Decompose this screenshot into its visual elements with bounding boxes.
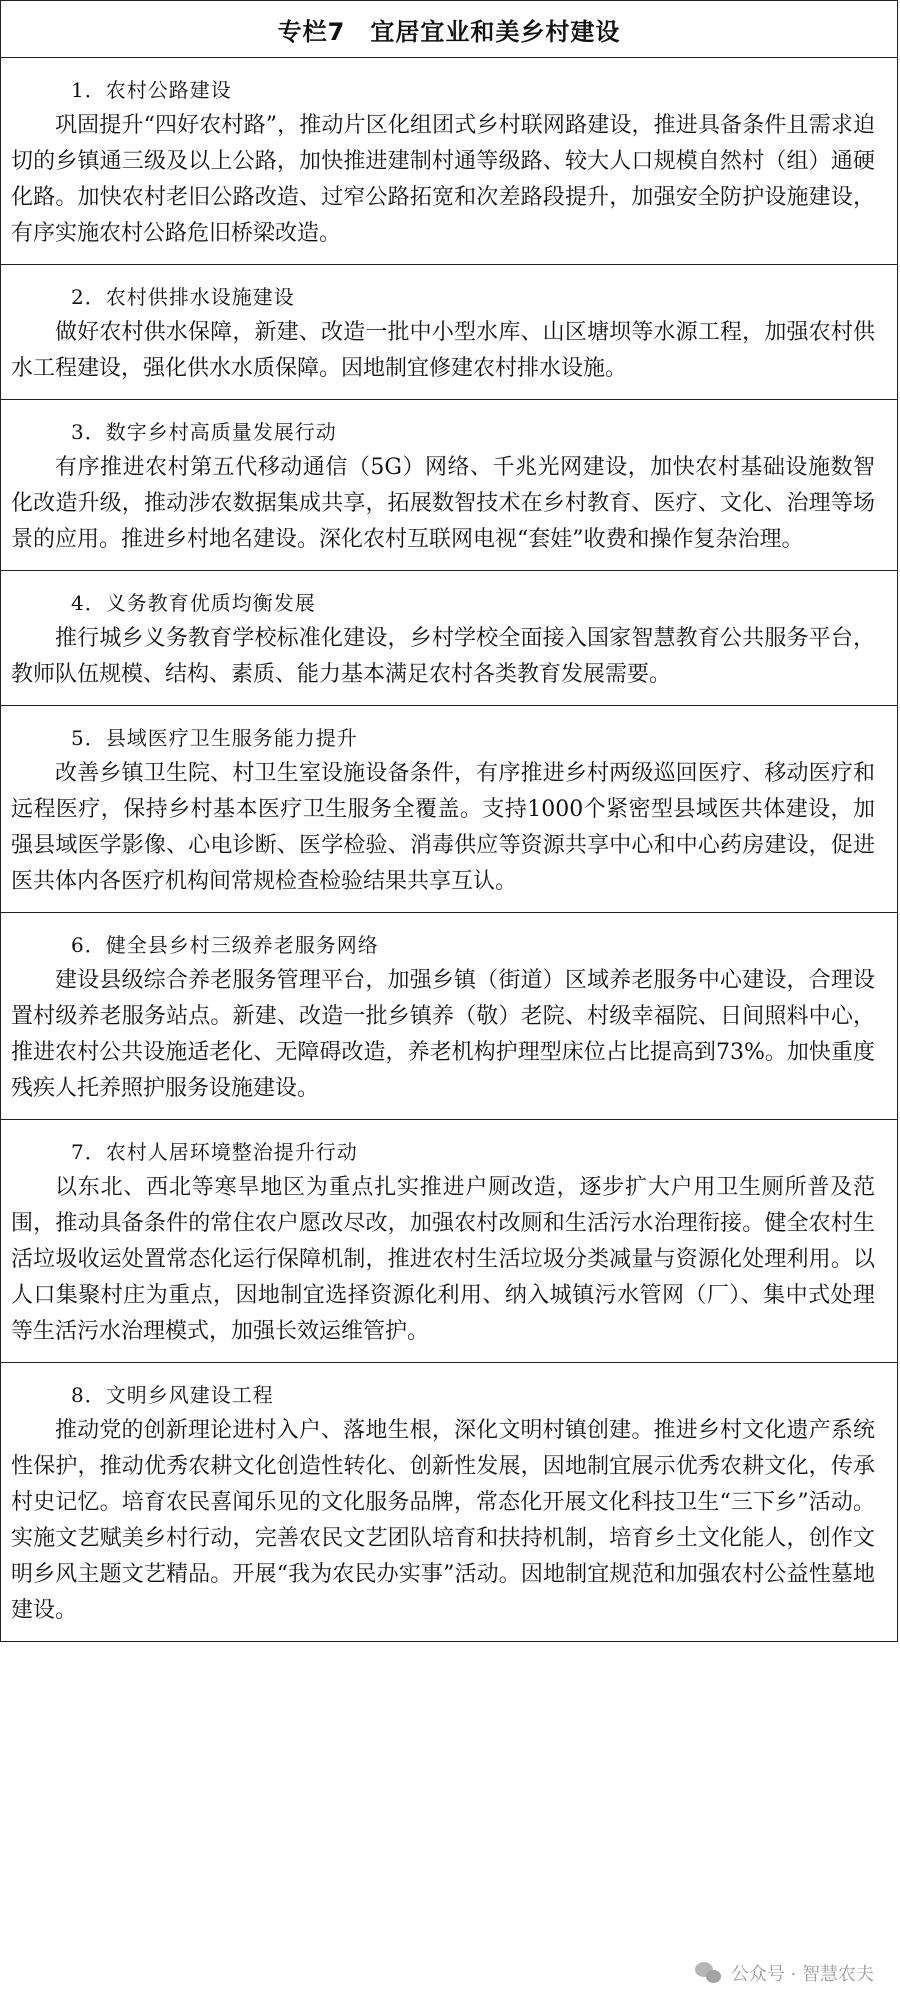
section-body: 建设县级综合养老服务管理平台，加强乡镇（街道）区域养老服务中心建设，合理设置村级养老服务站点。新建、改造一批乡镇养（敬）老院、村级幸福院、日间照料中心，推进农村公共设施适老化、无障碍改造，养老机构护理型床位占比提高到73%。加快重度残疾人托养照护服务设施建设。 (11, 968, 875, 1101)
section-heading: 4．义务教育优质均衡发展 (71, 591, 316, 615)
section-body: 巩固提升“四好农村路”，推动片区化组团式乡村联网路建设，推进具备条件且需求迫切的乡镇通三级及以上公路，加快推进建制村通等级路、较大人口规模自然村（组）通硬化路。加快农村老旧公路改造、过窄公路拓宽和次差路段提升，加强安全防护设施建设，有序实施农村公路危旧桥梁改造。 (11, 113, 875, 246)
section-water-supply (1, 265, 897, 400)
section-heading: 7．农村人居环境整治提升行动 (71, 1140, 358, 1164)
box-title: 专栏7 宜居宜业和美乡村建设 (1, 1, 897, 58)
section-heading: 8．文明乡风建设工程 (71, 1383, 274, 1407)
section-rural-roads (1, 58, 897, 265)
section-education (1, 571, 897, 706)
section-body: 做好农村供水保障，新建、改造一批中小型水库、山区塘坝等水源工程，加强农村供水工程建设，强化供水水质保障。因地制宜修建农村排水设施。 (11, 320, 875, 381)
section-heading: 2．农村供排水设施建设 (71, 285, 295, 309)
section-body: 推动党的创新理论进村入户、落地生根，深化文明村镇创建。推进乡村文化遗产系统性保护，推动优秀农耕文化创造性转化、创新性发展，因地制宜展示优秀农耕文化，传承村史记忆。培育农民喜闻乐见的文化服务品牌，常态化开展文化科技卫生“三下乡”活动。实施文艺赋美乡村行动，完善农民文艺团队培育和扶持机制，培育乡土文化能人，创作文明乡风主题文艺精品。开展“我为农民办实事”活动。因地制宜规范和加强农村公益性墓地建设。 (11, 1418, 875, 1623)
section-body: 有序推进农村第五代移动通信（5G）网络、千兆光网建设，加快农村基础设施数智化改造升级，推动涉农数据集成共享，拓展数智技术在乡村教育、医疗、文化、治理等场景的应用。推进乡村地名建设。深化农村互联网电视“套娃”收费和操作复杂治理。 (11, 455, 875, 552)
section-body: 推行城乡义务教育学校标准化建设，乡村学校全面接入国家智慧教育公共服务平台，教师队伍规模、结构、素质、能力基本满足农村各类教育发展需要。 (11, 626, 875, 687)
account-watermark (695, 1960, 874, 1986)
section-body: 以东北、西北等寒旱地区为重点扎实推进户厕改造，逐步扩大户用卫生厕所普及范围，推动具备条件的常住农户愿改尽改，加强农村改厕和生活污水治理衔接。健全农村生活垃圾收运处置常态化运行保障机制，推进农村生活垃圾分类减量与资源化处理利用。以人口集聚村庄为重点，因地制宜选择资源化利用、纳入城镇污水管网（厂）、集中式处理等生活污水治理模式，加强长效运维管护。 (11, 1175, 875, 1344)
section-living-environment (1, 1120, 897, 1363)
wechat-icon (695, 1962, 723, 1984)
watermark-text: 公众号 · 智慧农夫 (730, 1964, 874, 1985)
section-body: 改善乡镇卫生院、村卫生室设施设备条件，有序推进乡村两级巡回医疗、移动医疗和远程医疗，保持乡村基本医疗卫生服务全覆盖。支持1000个紧密型县域医共体建设，加强县域医学影像、心电诊断、医学检验、消毒供应等资源共享中心和中心药房建设，促进医共体内各医疗机构间常规检查检验结果共享互认。 (11, 761, 875, 894)
section-heading: 3．数字乡村高质量发展行动 (71, 420, 337, 444)
section-healthcare (1, 706, 897, 913)
section-heading: 1．农村公路建设 (71, 78, 232, 102)
section-digital-village (1, 400, 897, 571)
section-elderly-care (1, 913, 897, 1120)
section-heading: 5．县域医疗卫生服务能力提升 (71, 726, 358, 750)
section-heading: 6．健全县乡村三级养老服务网络 (71, 933, 379, 957)
section-civilized-customs (1, 1363, 897, 1641)
